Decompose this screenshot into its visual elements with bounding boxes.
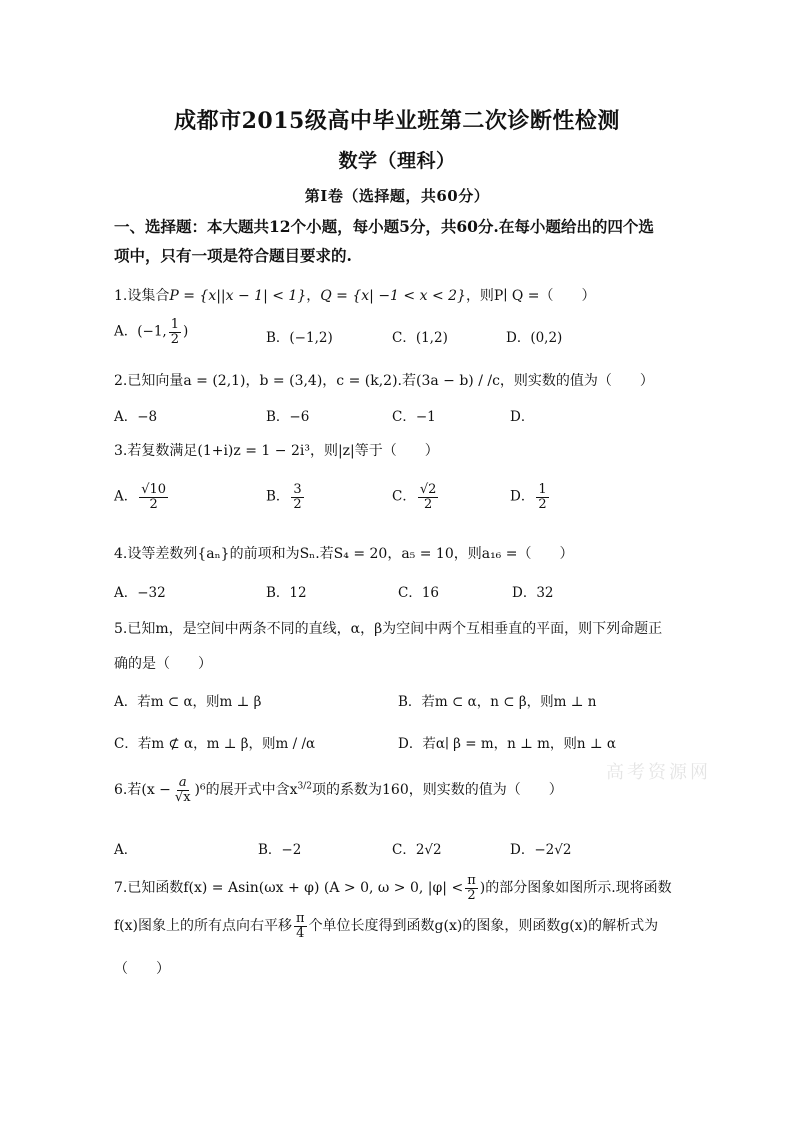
option-c: C．(1,2) <box>392 330 448 346</box>
fraction: $\frac{a}{√x}$ <box>174 775 191 805</box>
fraction: $\frac{1}{2}$ <box>170 317 179 347</box>
exam-title: 成都市2015级高中毕业班第二次诊断性检测 <box>174 108 620 134</box>
option-d: D．(0,2) <box>506 330 563 346</box>
question-6-stem: 6.若(x − $\frac{a}{√x}$ )⁶的展开式中含$x^{3/2}$项的系数为160，则实数的值为（ ） <box>114 775 563 805</box>
option-c: C． $\frac{√2}{2}$ <box>392 482 437 512</box>
question-2-stem: 2.已知向量a = (2,1)，b = (3,4)，c = (k,2).若(3a − b) / /c，则实数的值为（ ） <box>114 373 654 389</box>
option-c: C．若m ⊄ α，m ⊥ β，则m / /α <box>114 736 316 752</box>
option-c: C．16 <box>398 585 440 601</box>
fraction: $\frac{3}{2}$ <box>293 482 302 512</box>
question-5-options-row1 <box>114 690 714 730</box>
option-d: D． <box>510 409 535 425</box>
option-b: B．(−1,2) <box>266 330 333 346</box>
option-b: B．12 <box>266 585 307 601</box>
option-d: D．若α∣ β = m，n ⊥ m，则n ⊥ α <box>398 736 617 752</box>
question-7-line3: （ ） <box>114 961 170 977</box>
option-a: A． <box>114 842 138 858</box>
option-a: A．若m ⊂ α，则m ⊥ β <box>114 694 262 710</box>
option-a: A．−32 <box>114 585 166 601</box>
section-heading: 一、选择题：本大题共12个小题，每小题5分，共60分.在每小题给出的四个选 项中，只有一项是符合题目要求的. <box>114 217 654 265</box>
fraction: $\frac{\pi}{4}$ <box>296 911 305 941</box>
option-d: D．32 <box>512 585 554 601</box>
option-d: D．−2√2 <box>510 842 572 858</box>
fraction: $\frac{√10}{2}$ <box>141 482 167 512</box>
exam-subject: 数学（理科） <box>338 150 456 172</box>
fraction: $\frac{\pi}{2}$ <box>467 873 476 903</box>
question-3-options <box>114 483 714 523</box>
question-2-options <box>114 405 714 445</box>
question-7-line2: f(x)图象上的所有点向右平移 $\frac{\pi}{4}$ 个单位长度得到函数g(x)的图象，则函数g(x)的解析式为 <box>114 911 659 941</box>
question-5-stem-cont: 确的是（ ） <box>114 656 212 672</box>
question-1-stem: 1.设集合P = {x||x − 1| < 1}，Q = {x| −1 < x < 2}，则P∣ Q =（ ） <box>114 288 596 304</box>
option-c: C．−1 <box>392 409 436 425</box>
fraction: $\frac{√2}{2}$ <box>419 482 437 512</box>
option-b: B．若m ⊂ α，n ⊂ β，则m ⊥ n <box>398 694 597 710</box>
option-a: A．−8 <box>114 409 158 425</box>
question-7-stem: 7.已知函数f(x) = Asin(ωx + φ) (A > 0, ω > 0, |φ| < $\frac{\pi}{2}$ )的部分图象如图所示.现将函数 <box>114 873 672 903</box>
question-4-stem: 4.设等差数列{aₙ}的前项和为Sₙ.若S₄ = 20，a₅ = 10，则a₁₆ =（ ） <box>114 546 574 562</box>
question-1-options <box>114 318 714 358</box>
question-3-stem: 3.若复数满足(1+i)z = 1 − 2i³，则|z|等于（ ） <box>114 443 439 459</box>
exam-part: 第Ⅰ卷（选择题，共60分） <box>304 187 490 205</box>
option-b: B． $\frac{3}{2}$ <box>266 482 302 512</box>
option-a: A．(−1, $\frac{1}{2}$ ) <box>114 317 189 347</box>
fraction: $\frac{1}{2}$ <box>538 482 547 512</box>
option-a: A． $\frac{√10}{2}$ <box>114 482 167 512</box>
option-d: D． $\frac{1}{2}$ <box>510 482 547 512</box>
option-b: B．−6 <box>266 409 310 425</box>
question-6-options <box>114 838 714 878</box>
option-b: B．−2 <box>258 842 302 858</box>
question-5-stem: 5.已知m，是空间中两条不同的直线，α，β为空间中两个互相垂直的平面，则下列命题正 <box>114 621 663 637</box>
watermark-text: 高考资源网 <box>606 762 711 783</box>
option-c: C．2√2 <box>392 842 442 858</box>
question-4-options <box>114 581 714 621</box>
